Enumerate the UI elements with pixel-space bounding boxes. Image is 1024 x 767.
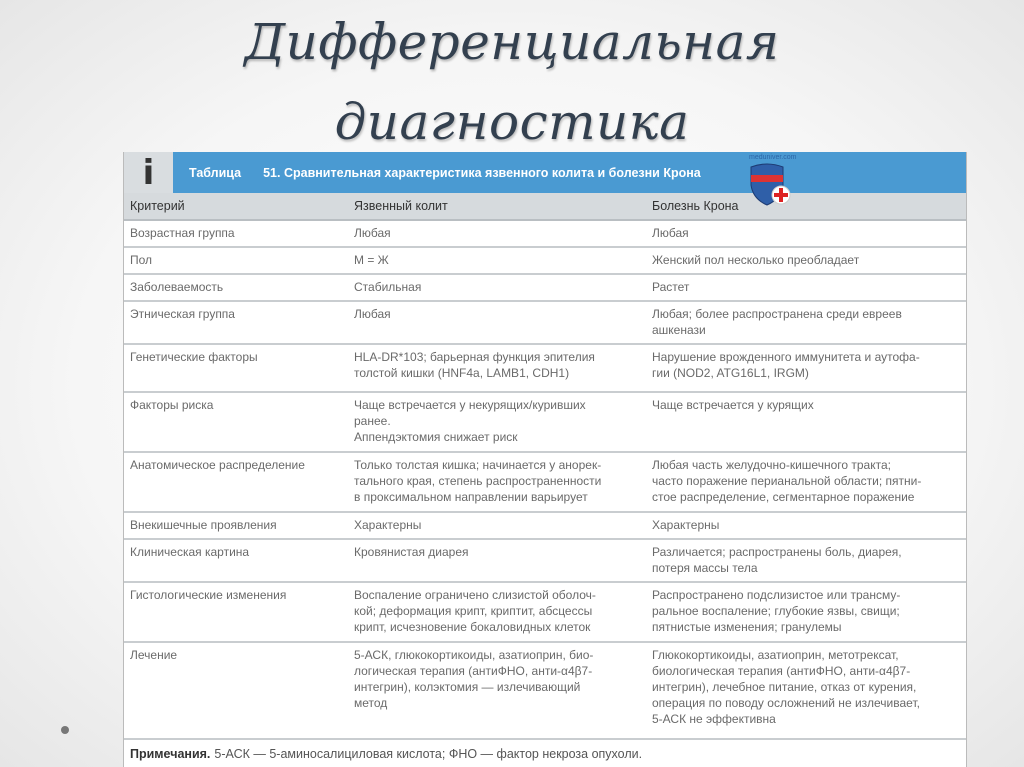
- cell-crohns-disease: Любая; более распространена среди евреев ашкенази: [652, 307, 902, 337]
- cell-ulcerative-colitis: Кровянистая диарея: [354, 545, 469, 559]
- table-row: [124, 221, 966, 248]
- table-row: [124, 275, 966, 302]
- table-row: [124, 302, 966, 345]
- watermark-text: meduniver.com: [749, 154, 797, 161]
- cell-crohns-disease: Любая: [652, 226, 689, 240]
- cell-ulcerative-colitis: Любая: [354, 226, 391, 240]
- cell-ulcerative-colitis: Стабильная: [354, 280, 422, 294]
- info-icon: i: [124, 152, 173, 193]
- cell-criterion: Пол: [130, 253, 153, 267]
- table-row: [124, 345, 966, 393]
- caption-label: Таблица: [189, 165, 242, 180]
- table-row: [124, 248, 966, 275]
- cell-ulcerative-colitis: Только толстая кишка; начинается у анорек- тального края, степень распространенности в проксимальном направлении варьирует: [354, 458, 602, 504]
- table-caption: [124, 152, 966, 193]
- cell-crohns-disease: Любая часть желудочно-кишечного тракта; часто поражение перианальной области; пятни- стое распределение, сегментарное поражение: [652, 458, 922, 504]
- cell-criterion: Внекишечные проявления: [130, 518, 277, 532]
- header-crohns-disease: Болезнь Крона: [652, 199, 739, 213]
- table-notes: [124, 740, 966, 767]
- cell-crohns-disease: Нарушение врожденного иммунитета и аутофа- гии (NOD2, ATG16L1, IRGM): [652, 350, 920, 380]
- cell-ulcerative-colitis: Чаще встречается у некурящих/куривших ранее. Аппендэктомия снижает риск: [354, 398, 586, 444]
- cell-crohns-disease: Распространено подслизистое или трансму- ральное воспаление; глубокие язвы, свищи; пятнистые изменения; гранулемы: [652, 588, 901, 634]
- cell-crohns-disease: Женский пол несколько преобладает: [652, 253, 860, 267]
- cell-crohns-disease: Растет: [652, 280, 690, 294]
- table-row: [124, 643, 966, 740]
- cell-ulcerative-colitis: Любая: [354, 307, 391, 321]
- table-row: [124, 540, 966, 583]
- cell-criterion: Заболеваемость: [130, 280, 224, 294]
- cell-criterion: Возрастная группа: [130, 226, 235, 240]
- caption-text: 51. Сравнительная характеристика язвенного колита и болезни Крона: [263, 165, 701, 180]
- cell-crohns-disease: Различается; распространены боль, диарея, потеря массы тела: [652, 545, 902, 575]
- comparison-table: [123, 152, 967, 767]
- notes-text: 5-АСК — 5-аминосалициловая кислота; ФНО — фактор некроза опухоли.: [214, 746, 643, 761]
- table-row: [124, 393, 966, 453]
- cell-criterion: Анатомическое распределение: [130, 458, 305, 472]
- header-criterion: Критерий: [130, 199, 185, 213]
- table-row: [124, 583, 966, 643]
- cell-ulcerative-colitis: М = Ж: [354, 253, 389, 267]
- table-row: [124, 513, 966, 540]
- cell-ulcerative-colitis: HLA-DR*103; барьерная функция эпителия толстой кишки (HNF4a, LAMB1, CDH1): [354, 350, 595, 380]
- cell-ulcerative-colitis: Характерны: [354, 518, 422, 532]
- cell-ulcerative-colitis: Воспаление ограничено слизистой оболоч- кой; деформация крипт, криптит, абсцессы крипт, исчезновение бокаловидных клеток: [354, 588, 596, 634]
- meduniver-logo: [727, 154, 807, 206]
- bullet-point: [61, 726, 69, 734]
- cell-criterion: Этническая группа: [130, 307, 235, 321]
- cell-criterion: Клиническая картина: [130, 545, 250, 559]
- shield-cross-icon: [747, 163, 791, 209]
- table-row: [124, 453, 966, 513]
- notes-label: Примечания.: [130, 746, 211, 761]
- cell-crohns-disease: Характерны: [652, 518, 720, 532]
- header-ulcerative-colitis: Язвенный колит: [354, 199, 448, 213]
- cell-crohns-disease: Чаще встречается у курящих: [652, 398, 814, 412]
- cell-criterion: Генетические факторы: [130, 350, 258, 364]
- slide-title: Дифференциальная диагностика: [244, 13, 780, 151]
- cell-criterion: Гистологические изменения: [130, 588, 287, 602]
- cell-criterion: Лечение: [130, 648, 178, 662]
- cell-criterion: Факторы риска: [130, 398, 214, 412]
- cell-ulcerative-colitis: 5-АСК, глюкокортикоиды, азатиоприн, био- логическая терапия (антиФНО, анти-α4β7- интегрин), колэктомия — излечивающий метод: [354, 648, 594, 710]
- table-header-row: [124, 193, 966, 221]
- cell-crohns-disease: Глюкокортикоиды, азатиоприн, метотрексат, биологическая терапия (антиФНО, анти-α4β7- интегрин), лечебное питание, отказ от курения, операция по поводу осложнений не излечивает, 5-АСК не эффективна: [652, 648, 920, 726]
